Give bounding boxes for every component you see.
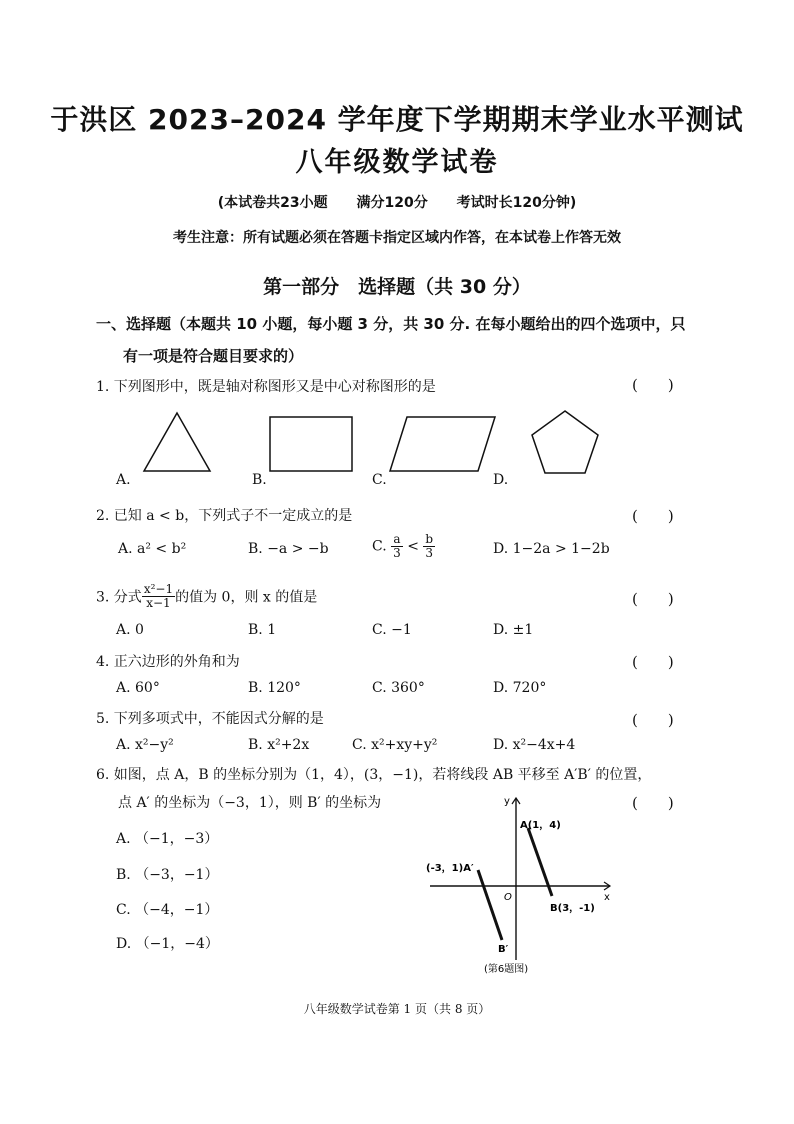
label-point-b-prime: B′ <box>498 944 509 955</box>
q3-option-c: C. −1 <box>372 622 412 638</box>
q6-figure <box>420 790 620 980</box>
q2-fraction-a: $\frac{a}{3}$ <box>393 532 401 560</box>
q2-option-d: D. 1−2a > 1−2b <box>493 541 610 557</box>
info-full-score: 满分120分 <box>356 195 428 211</box>
q4-stem: 4. 正六边形的外角和为 <box>96 654 240 670</box>
q5-option-d: D. x²−4x+4 <box>493 737 576 753</box>
q1-option-c: C. <box>372 472 387 488</box>
exam-subtitle: 八年级数学试卷 <box>295 147 499 178</box>
q6-stem-line1: 6. 如图，点 A，B 的坐标分别为（1，4），(3，−1)，若将线段 AB 平移至 A′B′ 的位置， <box>96 767 652 783</box>
q1-option-d: D. <box>493 472 509 488</box>
q4-option-a: A. 60° <box>116 680 160 696</box>
q1-answer-paren: ( ) <box>632 376 674 394</box>
q3-option-a: A. 0 <box>116 622 144 638</box>
q4-option-d: D. 720° <box>493 680 547 696</box>
q4-option-c: C. 360° <box>372 680 425 696</box>
info-duration: 考试时长120分钟) <box>456 195 577 211</box>
pentagon-shape <box>532 411 598 473</box>
label-y: y <box>504 796 510 807</box>
label-point-a-prime: (-3，1)A′ <box>426 863 474 874</box>
page-footer: 八年级数学试卷第 1 页（共 8 页） <box>303 1002 491 1016</box>
q3-fraction: $\frac{\text{x²−1}}{x-1}$ <box>143 582 174 610</box>
q2-answer-paren: ( ) <box>632 507 674 525</box>
q4-option-b: B. 120° <box>248 680 301 696</box>
section-heading-line2: 有一项是符合题目要求的） <box>123 347 304 365</box>
q2-option-c-label: C. <box>372 538 387 555</box>
q3-option-d: D. ±1 <box>493 622 534 638</box>
exam-title: 于洪区 2023–2024 学年度下学期期末学业水平测试 <box>50 103 744 136</box>
q6-option-a: A. （−1，−3） <box>116 831 219 847</box>
part-heading: 第一部分 选择题（共 30 分） <box>263 276 531 298</box>
triangle-shape <box>144 413 210 471</box>
q4-answer-paren: ( ) <box>632 653 674 671</box>
q5-answer-paren: ( ) <box>632 711 674 729</box>
q2-fraction-b: $\frac{b}{3}$ <box>425 532 434 560</box>
q5-option-c: C. x²+xy+y² <box>352 737 438 753</box>
q6-option-c: C. （−4，−1） <box>116 902 219 918</box>
label-point-b: B(3，-1) <box>550 903 595 914</box>
q2-option-b: B. −a > −b <box>248 541 329 557</box>
q3-answer-paren: ( ) <box>632 590 674 608</box>
rectangle-shape <box>270 417 352 471</box>
q2-stem: 2. 已知 a < b，下列式子不一定成立的是 <box>96 508 353 524</box>
parallelogram-shape <box>390 417 495 471</box>
q3-option-b: B. 1 <box>248 622 277 638</box>
segment-a-prime-b-prime <box>478 870 502 940</box>
q1-option-a: A. <box>116 472 131 488</box>
q2-option-a: A. a² < b² <box>118 541 187 557</box>
q6-option-d: D. （−1，−4） <box>116 936 219 952</box>
q6-answer-paren: ( ) <box>632 794 674 812</box>
q6-stem-line2: 点 A′ 的坐标为（−3，1），则 B′ 的坐标为 <box>118 795 382 811</box>
q2-option-c: C. $\frac{a}{3}$ < $\frac{b}{3}$ <box>372 532 434 560</box>
q6-option-b: B. （−3，−1） <box>116 867 219 883</box>
q1-option-b: B. <box>252 472 267 488</box>
label-x: x <box>604 892 610 903</box>
exam-info <box>0 192 794 212</box>
q3-stem: 3. 分式 $\frac{\text{x²−1}}{x-1}$ 的值为 0，则 x 的值是 <box>96 582 318 610</box>
q5-option-b: B. x²+2x <box>248 737 310 753</box>
info-question-count: (本试卷共23小题 <box>217 195 328 211</box>
label-origin: O <box>504 892 512 903</box>
q5-option-a: A. x²−y² <box>116 737 174 753</box>
label-point-a: A(1，4) <box>520 820 561 831</box>
section-heading-line1: 一、选择题（本题共 10 小题，每小题 3 分，共 30 分. 在每小题给出的四个选项中，只 <box>96 315 686 333</box>
figure-caption: (第6题图) <box>484 964 529 975</box>
exam-notice: 考生注意：所有试题必须在答题卡指定区域内作答，在本试卷上作答无效 <box>173 230 621 246</box>
q5-stem: 5. 下列多项式中，不能因式分解的是 <box>96 711 324 727</box>
q1-stem: 1. 下列图形中，既是轴对称图形又是中心对称图形的是 <box>96 379 436 395</box>
